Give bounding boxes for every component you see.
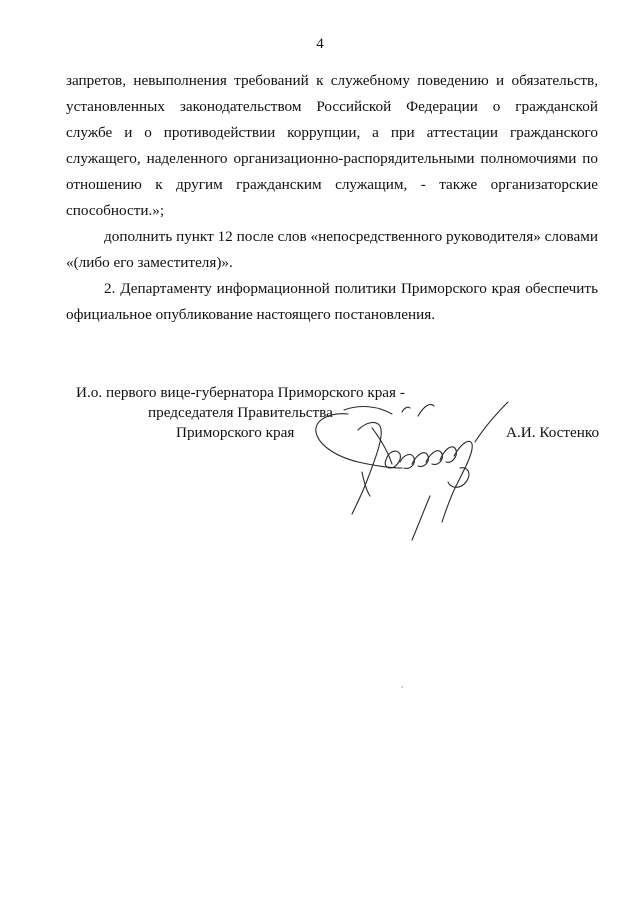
body-line: служащего, наделенного организационно-распорядительными полномочиями по — [66, 150, 598, 167]
document-body — [66, 68, 598, 328]
signer-name: А.И. Костенко — [506, 424, 600, 441]
body-line: службе и о противодействии коррупции, а при аттестации гражданского — [66, 124, 598, 141]
page-number: 4 — [316, 36, 324, 52]
body-line: официальное опубликование настоящего постановления. — [66, 306, 435, 323]
scan-speck — [401, 686, 403, 688]
signatory-title-line-2: председателя Правительства — [148, 404, 333, 421]
body-line: «(либо его заместителя)». — [66, 254, 233, 271]
signatory-title-line-1: И.о. первого вице-губернатора Приморского края - — [76, 384, 405, 401]
body-line: отношению к другим гражданским служащим, - также организаторские — [66, 176, 598, 193]
handwritten-signature — [300, 398, 530, 548]
body-line: запретов, невыполнения требований к служебному поведению и обязательств, — [66, 72, 598, 89]
body-line: 2. Департаменту информационной политики Приморского края обеспечить — [104, 280, 598, 297]
signatory-title-line-3: Приморского края — [176, 424, 295, 441]
body-line: способности.»; — [66, 202, 165, 219]
body-line: дополнить пункт 12 после слов «непосредственного руководителя» словами — [104, 228, 598, 245]
body-line: установленных законодательством Российской Федерации о гражданской — [66, 98, 598, 115]
